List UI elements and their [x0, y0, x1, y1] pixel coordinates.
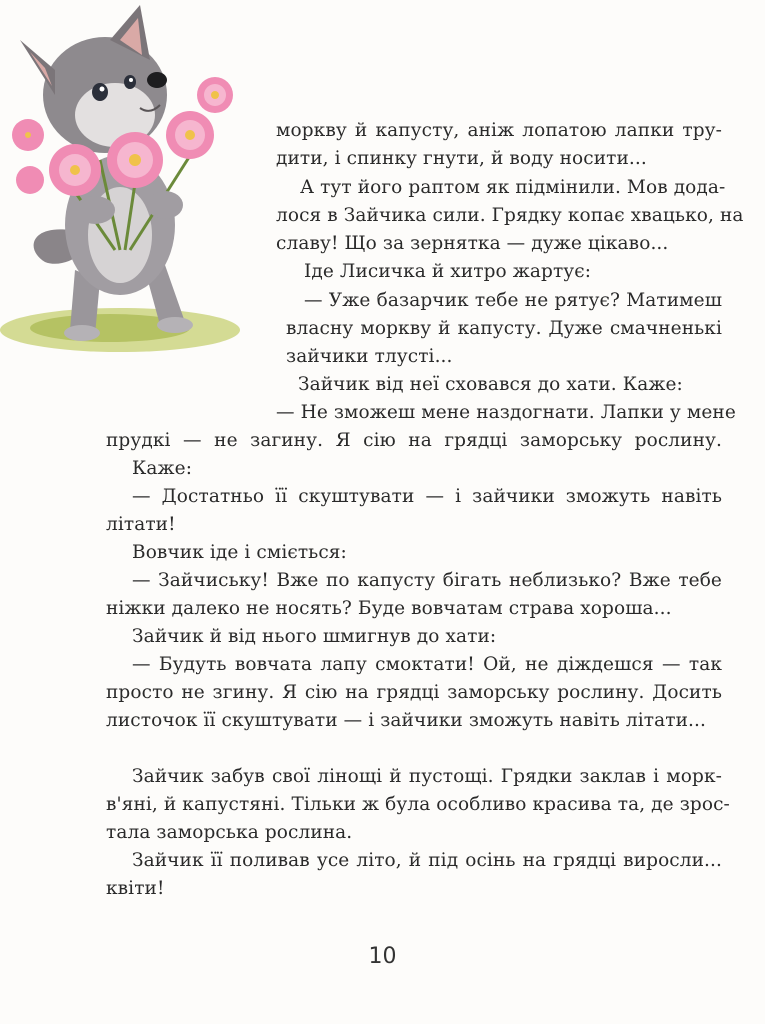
text-line: листочок її скуштувати — і зайчики зможуть навіть літати...: [106, 710, 706, 731]
text-line: ніжки далеко не носять? Буде вовчатам страва хороша...: [106, 598, 672, 619]
text-line: — Будуть вовчата лапу смоктати! Ой, не діждешся — так: [132, 654, 722, 675]
text-line: Зайчик й від нього шмигнув до хати:: [132, 626, 497, 647]
text-line: Зайчик забув свої лінощі й пустощі. Грядки заклав і морк-: [132, 766, 722, 787]
text-line: — Не зможеш мене наздогнати. Лапки у мене: [276, 402, 736, 423]
text-line: А тут його раптом як підмінили. Мов дода-: [300, 177, 726, 198]
text-line: — Уже базарчик тебе не рятує? Матимеш: [304, 290, 722, 311]
text-line: Вовчик іде і сміється:: [132, 542, 347, 563]
text-line: моркву й капусту, аніж лопатою лапки тру-: [276, 120, 722, 141]
text-line: в'яні, й капустяні. Тільки ж була особливо красива та, де зрос-: [106, 794, 730, 815]
text-line: — Достатньо її скуштувати — і зайчики зможуть навіть: [132, 486, 722, 507]
text-line: тала заморська рослина.: [106, 822, 353, 843]
page-number: 10: [368, 944, 397, 969]
text-line: лося в Зайчика сили. Грядку копає хвацько, на: [276, 205, 744, 226]
text-line: літати!: [106, 514, 176, 535]
text-line: прудкі — не загину. Я сію на грядці заморську рослину.: [106, 430, 722, 451]
wolf-cub-illustration: [0, 0, 250, 360]
text-line: Зайчик від неї сховався до хати. Каже:: [298, 374, 683, 395]
text-line: дити, і спинку гнути, й воду носити...: [276, 148, 647, 169]
text-line: просто не згину. Я сію на грядці заморську рослину. Досить: [106, 682, 722, 703]
text-line: славу! Що за зернятка — дуже цікаво...: [276, 233, 669, 254]
text-line: Іде Лисичка й хитро жартує:: [304, 261, 592, 282]
text-line: Зайчик її поливав усе літо, й під осінь на грядці виросли...: [132, 850, 722, 871]
text-line: квіти!: [106, 878, 165, 899]
text-line: — Зайчиську! Вже по капусту бігать неблизько? Вже тебе: [132, 570, 722, 591]
text-line: зайчики тлусті...: [286, 346, 453, 367]
text-line: власну моркву й капусту. Дуже смачненькі: [286, 318, 722, 339]
text-line: Каже:: [132, 458, 193, 479]
